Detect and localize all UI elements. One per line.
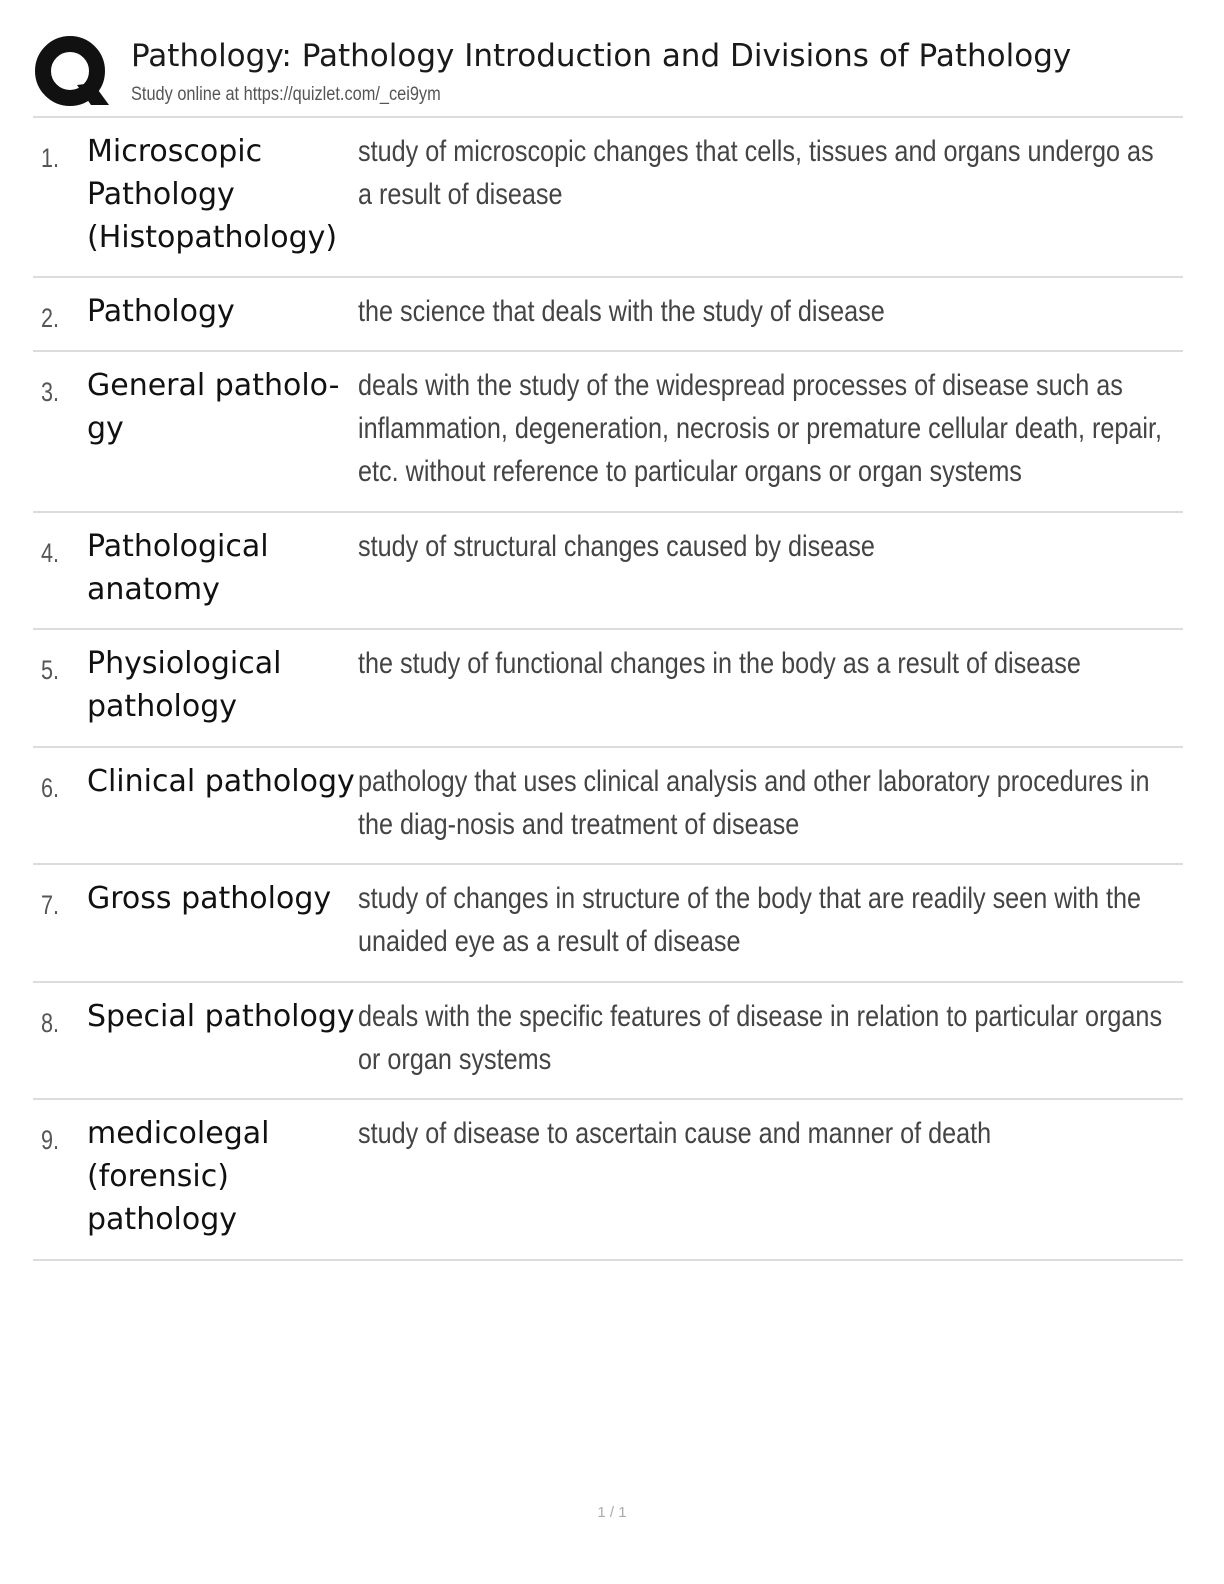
flashcard-row xyxy=(33,513,1183,630)
card-definition: study of changes in structure of the body that are readily seen with the unaided eye as a result of disease xyxy=(358,882,1142,958)
card-number: 2. xyxy=(41,303,60,333)
card-term: Pathology xyxy=(87,294,235,329)
card-term: medicolegal (forensic) pathology xyxy=(87,1116,270,1237)
card-term: Pathological anatomy xyxy=(87,529,269,607)
card-number: 6. xyxy=(41,773,60,803)
card-definition: deals with the study of the widespread processes of disease such as inflammation, degeneration, necrosis or premature cellular death, repair, etc. without reference to particular organs or organ systems xyxy=(358,369,1163,488)
flashcard-row xyxy=(33,278,1183,352)
page-title: Pathology: Pathology Introduction and Divisions of Pathology xyxy=(131,38,1072,74)
flashcard-row xyxy=(33,118,1183,278)
card-definition: the science that deals with the study of disease xyxy=(358,295,885,328)
card-definition: study of disease to ascertain cause and manner of death xyxy=(358,1117,992,1150)
study-link[interactable]: Study online at https://quizlet.com/_cei9ym xyxy=(131,84,441,105)
card-term: General patholo-gy xyxy=(87,368,340,446)
card-term: Gross pathology xyxy=(87,881,332,916)
card-definition: pathology that uses clinical analysis and other laboratory procedures in the diag-nosis and treatment of disease xyxy=(358,765,1150,841)
flashcard-row xyxy=(33,630,1183,748)
card-term: Special pathology xyxy=(87,999,355,1034)
flashcard-list xyxy=(33,118,1183,1261)
flashcard-row xyxy=(33,748,1183,865)
card-definition: study of microscopic changes that cells, tissues and organs undergo as a result of disease xyxy=(358,135,1154,211)
quizlet-q-logo-icon xyxy=(33,33,111,111)
card-number: 4. xyxy=(41,538,60,568)
card-term: Microscopic Pathology (Histopathology) xyxy=(87,134,338,255)
flashcard-row xyxy=(33,865,1183,983)
page-number: 1 / 1 xyxy=(597,1504,627,1521)
flashcard-row xyxy=(33,352,1183,513)
card-term: Physiological pathology xyxy=(87,646,282,724)
flashcard-row xyxy=(33,1100,1183,1261)
card-definition: deals with the specific features of disease in relation to particular organs or organ systems xyxy=(358,1000,1163,1076)
card-number: 7. xyxy=(41,890,60,920)
card-definition: study of structural changes caused by disease xyxy=(358,530,875,563)
card-definition: the study of functional changes in the body as a result of disease xyxy=(358,647,1081,680)
card-number: 9. xyxy=(41,1125,60,1155)
card-number: 1. xyxy=(41,143,60,173)
card-number: 5. xyxy=(41,655,60,685)
flashcard-row xyxy=(33,983,1183,1100)
card-term: Clinical pathology xyxy=(87,764,355,799)
card-number: 8. xyxy=(41,1008,60,1038)
page-header xyxy=(33,30,1183,116)
card-number: 3. xyxy=(41,377,60,407)
